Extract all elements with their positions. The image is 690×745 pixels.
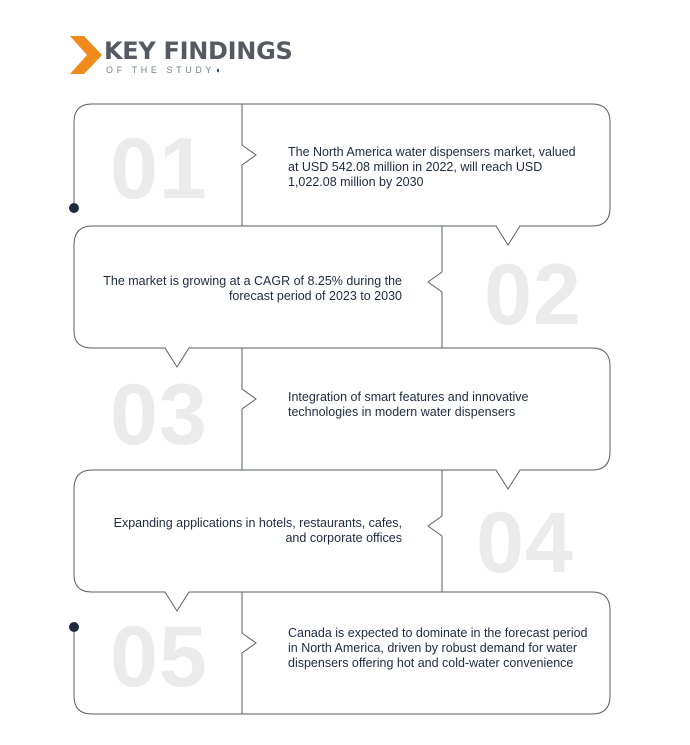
- finding-number-02: 02: [484, 247, 582, 343]
- finding-number-03: 03: [110, 367, 208, 463]
- page-subtitle: OF THE STUDY◖: [106, 65, 221, 75]
- timeline-end-dot: [69, 622, 79, 632]
- page-title: KEY FINDINGS: [104, 37, 293, 65]
- finding-number-05: 05: [110, 609, 208, 705]
- finding-text-05: Canada is expected to dominate in the forecast period in North America, driven by robust demand for water dispensers offering hot and cold-water convenience: [288, 626, 588, 670]
- finding-text-01: The North America water dispensers market, valued at USD 542.08 million in 2022, will reach USD 1,022.08 million by 2030: [288, 145, 576, 189]
- finding-text-04: Expanding applications in hotels, restaurants, cafes, and corporate offices: [113, 516, 402, 545]
- finding-text-02: The market is growing at a CAGR of 8.25% during the forecast period of 2023 to 2030: [103, 274, 402, 303]
- finding-number-04: 04: [476, 495, 574, 591]
- finding-text-03: Integration of smart features and innovative technologies in modern water dispensers: [288, 390, 529, 419]
- finding-number-01: 01: [110, 121, 208, 217]
- timeline-start-dot: [69, 203, 79, 213]
- crescent-icon: ◖: [215, 65, 221, 75]
